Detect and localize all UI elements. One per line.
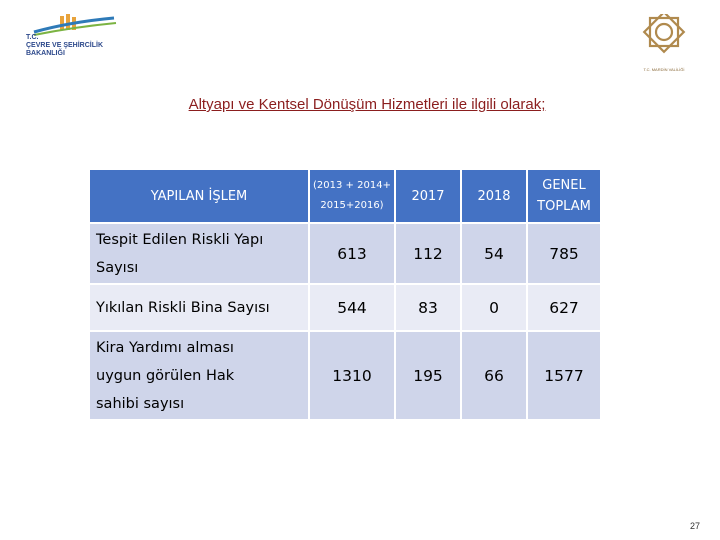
page-title: Altyapı ve Kentsel Dönüşüm Hizmetleri ile ilgili olarak; (188, 96, 546, 113)
header-period (310, 170, 394, 222)
ministry-line-bakanlik: BAKANLIĞI (26, 50, 65, 57)
row-label: Yıkılan Riskli Bina Sayısı (90, 285, 308, 330)
header-total (528, 170, 600, 222)
row-label (90, 224, 308, 283)
cell-2017: 112 (396, 224, 460, 283)
row-label-line: Kira Yardımı alması (96, 339, 234, 356)
cell-period: 544 (310, 285, 394, 330)
row-label-line: Tespit Edilen Riskli Yapı (96, 231, 264, 248)
table-row (90, 332, 600, 419)
cell-2017: 195 (396, 332, 460, 419)
header-2018: 2018 (462, 170, 526, 222)
cell-total: 785 (528, 224, 600, 283)
cell-total: 627 (528, 285, 600, 330)
header-period-line1: (2013 + 2014+ (313, 180, 391, 191)
ministry-line-tc: T.C. (26, 34, 39, 41)
cell-2017: 83 (396, 285, 460, 330)
header-total-line2: TOPLAM (537, 199, 591, 214)
table-header-row (90, 170, 600, 222)
header-2017: 2017 (396, 170, 460, 222)
ornamental-star-icon (632, 14, 696, 66)
header-total-line1: GENEL (542, 178, 586, 193)
table-row (90, 285, 600, 330)
header-period-line2: 2015+2016) (320, 200, 384, 211)
cell-period: 1310 (310, 332, 394, 419)
row-label-line: uygun görülen Hak (96, 367, 235, 384)
cell-period: 613 (310, 224, 394, 283)
row-label-line: sahibi sayısı (96, 395, 185, 412)
page-number: 27 (690, 521, 701, 531)
cell-total: 1577 (528, 332, 600, 419)
row-label (90, 332, 308, 419)
cell-2018: 54 (462, 224, 526, 283)
ministry-emblem-icon (30, 14, 120, 36)
statistics-table (88, 168, 602, 421)
ministry-logo (24, 14, 134, 70)
header-operation: YAPILAN İŞLEM (90, 170, 308, 222)
governorship-logo (632, 14, 696, 76)
table-row (90, 224, 600, 283)
cell-2018: 0 (462, 285, 526, 330)
governorship-caption: T.C. MARDİN VALİLİĞİ (643, 67, 685, 72)
row-label-line: Sayısı (96, 259, 139, 276)
ministry-line-name: ÇEVRE VE ŞEHİRCİLİK (26, 42, 104, 49)
cell-2018: 66 (462, 332, 526, 419)
